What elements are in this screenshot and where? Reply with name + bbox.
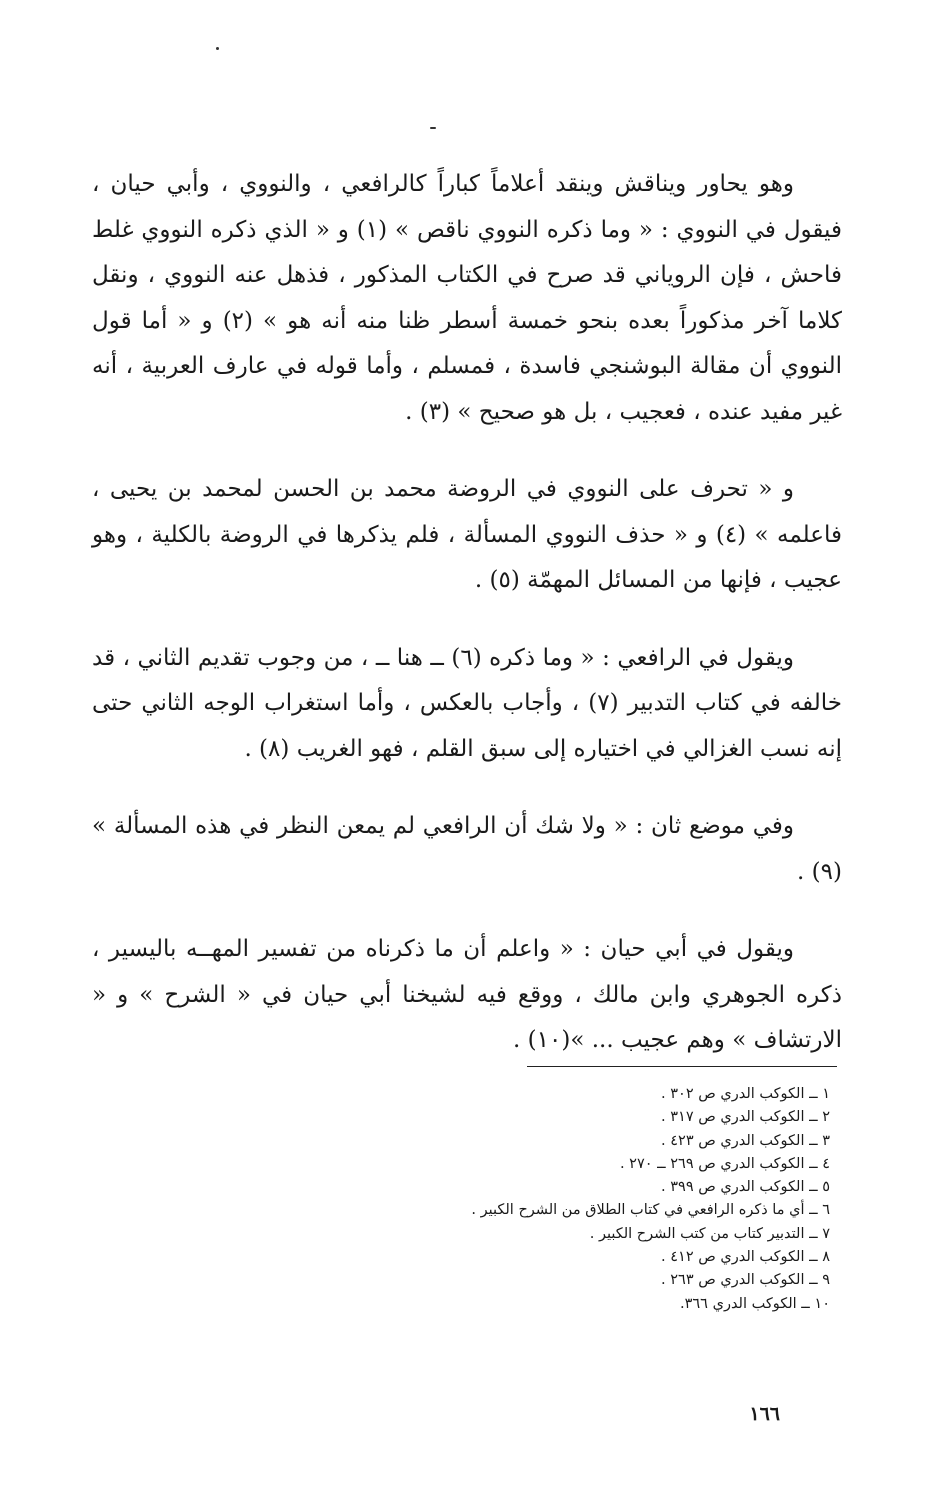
main-text [92, 162, 842, 1064]
paragraph: و « تحرف على النووي في الروضة محمد بن الحسن لمحمد بن يحيى ، فاعلمه » (٤) و « حذف النووي المسألة ، فلم يذكرها في الروضة بالكلية ، وهو عجيب ، فإنها من المسائل المهمّة (٥) . [92, 476, 842, 593]
page-number: ١٦٦ [749, 1403, 780, 1425]
footnote: ١٠ ــ الكوكب الدري ٣٦٦. [680, 1295, 830, 1312]
scan-speck [216, 47, 219, 50]
footnote: ٨ ــ الكوكب الدري ص ٤١٢ . [661, 1249, 830, 1266]
paragraph: وهو يحاور ويناقش وينقد أعلاماً كباراً كالرافعي ، والنووي ، وأبي حيان ، فيقول في النووي : « وما ذكره النووي ناقص » (١) و « الذي ذكره النووي غلط فاحش ، فإن الروياني قد صرح في الكتاب المذكور ، فذهل عنه النووي ، ونقل كلاما آخر مذكوراً بعده بنحو خمسة أسطر ظنا منه أنه هو » (٢) و « أما قول النووي أن مقالة البوشنجي فاسدة ، فمسلم ، وأما قوله في عارف العربية ، أنه غير مفيد عنده ، فعجيب ، بل هو صحيح » (٣) . [92, 171, 842, 425]
paragraph: ويقول في أبي حيان : « واعلم أن ما ذكرناه من تفسير المهــه باليسير ، ذكره الجوهري وابن مالك ، ووقع فيه لشيخنا أبي حيان في « الشرح » و « الارتشاف » وهم عجيب ... »(١٠) . [92, 936, 842, 1053]
footnote: ٢ ــ الكوكب الدري ص ٣١٧ . [661, 1109, 830, 1126]
paragraph: وفي موضع ثان : « ولا شك أن الرافعي لم يمعن النظر في هذه المسألة » (٩) . [92, 813, 842, 885]
footnote: ٦ ــ أي ما ذكره الرافعي في كتاب الطلاق من الشرح الكبير . [471, 1202, 830, 1219]
footnote: ٣ ــ الكوكب الدري ص ٤٢٣ . [661, 1132, 830, 1149]
footnote: ٧ ــ التدبير كتاب من كتب الشرح الكبير . [589, 1225, 830, 1242]
footnote: ٩ ــ الكوكب الدري ص ٢٦٣ . [661, 1272, 830, 1289]
footnote: ٥ ــ الكوكب الدري ص ٣٩٩ . [661, 1179, 830, 1196]
footnote-separator [527, 1066, 837, 1067]
footnotes-list [400, 1083, 830, 1316]
footnote: ٤ ــ الكوكب الدري ص ٢٦٩ ــ ٢٧٠ . [619, 1155, 830, 1172]
scan-speck [430, 127, 436, 129]
paragraph: ويقول في الرافعي : « وما ذكره (٦) ــ هنا ــ ، من وجوب تقديم الثاني ، قد خالفه في كتاب التدبير (٧) ، وأجاب بالعكس ، وأما استغراب الوجه الثاني حتى إنه نسب الغزالي في اختياره إلى سبق القلم ، فهو الغريب (٨) . [92, 644, 842, 762]
footnote: ١ ــ الكوكب الدري ص ٣٠٢ . [661, 1086, 830, 1102]
